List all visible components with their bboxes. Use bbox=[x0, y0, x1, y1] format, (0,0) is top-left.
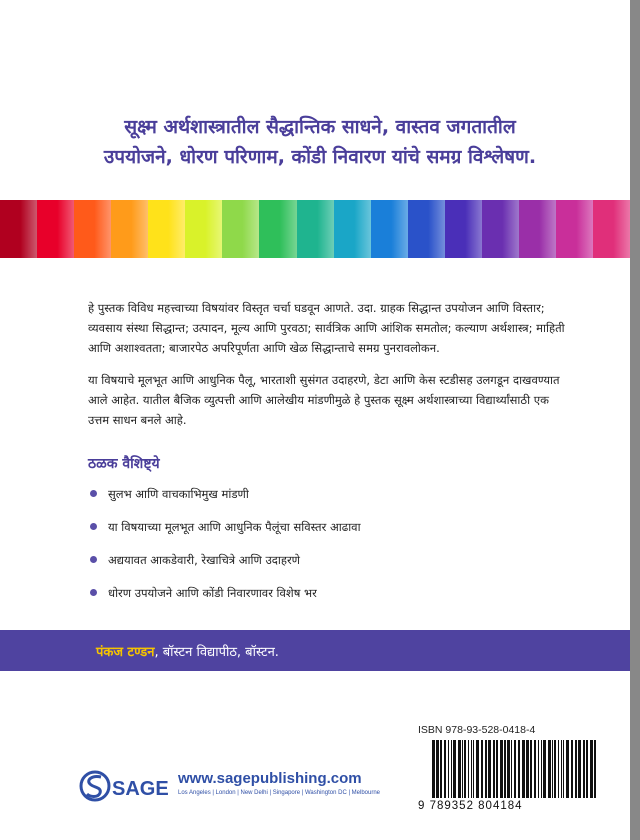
barcode-bar bbox=[558, 740, 559, 798]
barcode-bar bbox=[462, 740, 463, 798]
barcode-bar bbox=[496, 740, 498, 798]
rainbow-block bbox=[371, 200, 408, 258]
rainbow-band bbox=[0, 200, 630, 258]
barcode-bar bbox=[566, 740, 569, 798]
feature-item bbox=[88, 585, 568, 618]
barcode-bar bbox=[538, 740, 539, 798]
barcode-bar bbox=[481, 740, 483, 798]
barcode-bar bbox=[500, 740, 503, 798]
barcode-bar bbox=[451, 740, 452, 798]
rainbow-block bbox=[297, 200, 334, 258]
barcode-bar bbox=[541, 740, 542, 798]
sage-logo-text: SAGE bbox=[112, 778, 169, 800]
sage-logo-icon bbox=[78, 768, 174, 808]
publisher-cities: Los Angeles | London | New Delhi | Singapore | Washington DC | Melbourne bbox=[178, 790, 381, 796]
barcode-icon bbox=[430, 740, 598, 798]
barcode-bar bbox=[464, 740, 466, 798]
features-heading: ठळक वैशिष्ट्ये bbox=[88, 456, 160, 472]
barcode-bar bbox=[473, 740, 474, 798]
barcode-bar bbox=[590, 740, 593, 798]
barcode-bar bbox=[471, 740, 472, 798]
headline-line-2: उपयोजने, धोरण परिणाम, कोंडी निवारण यांचे समग्र विश्लेषण. bbox=[103, 146, 537, 168]
headline-line-1: सूक्ष्म अर्थशास्त्रातील सैद्धान्तिक साधने, वास्तव जगतातील bbox=[124, 116, 516, 138]
barcode-bar bbox=[444, 740, 446, 798]
bullet-icon bbox=[90, 523, 97, 530]
barcode-number: 9 789352 804184 bbox=[418, 800, 523, 812]
barcode-bar bbox=[511, 740, 512, 798]
barcode-bar bbox=[578, 740, 581, 798]
barcode-bar bbox=[548, 740, 551, 798]
barcode-bar bbox=[432, 740, 435, 798]
rainbow-block bbox=[74, 200, 111, 258]
barcode-bar bbox=[436, 740, 439, 798]
rainbow-block bbox=[556, 200, 593, 258]
publisher-url[interactable]: www.sagepublishing.com bbox=[178, 770, 362, 787]
feature-item bbox=[88, 552, 568, 585]
features-list bbox=[88, 486, 568, 618]
barcode-bar bbox=[586, 740, 588, 798]
barcode-bar bbox=[476, 740, 479, 798]
barcode-bar bbox=[518, 740, 520, 798]
barcode-bar bbox=[571, 740, 573, 798]
barcode-bar bbox=[468, 740, 469, 798]
rainbow-block bbox=[0, 200, 37, 258]
rainbow-block bbox=[37, 200, 74, 258]
barcode-bar bbox=[507, 740, 510, 798]
barcode-bar bbox=[530, 740, 532, 798]
barcode-bar bbox=[458, 740, 461, 798]
barcode-bar bbox=[493, 740, 495, 798]
barcode-bar bbox=[453, 740, 456, 798]
barcode-bar bbox=[563, 740, 564, 798]
author-line bbox=[96, 642, 279, 660]
rainbow-block bbox=[445, 200, 482, 258]
rainbow-block bbox=[222, 200, 259, 258]
rainbow-block bbox=[482, 200, 519, 258]
barcode-bar bbox=[448, 740, 449, 798]
feature-item bbox=[88, 486, 568, 519]
feature-text: अद्ययावत आकडेवारी, रेखाचित्रे आणि उदाहरणे bbox=[108, 553, 300, 567]
description-paragraph-1: हे पुस्तक विविध महत्त्वाच्या विषयांवर विस्तृत चर्चा घडवून आणते. उदा. ग्राहक सिद्धान्त उपयोजन आणि विस्तार; व्यवसाय संस्था सिद्धान्त; उत्पादन, मूल्य आणि पुरवठा; सार्वत्रिक आणि आंशिक समतोल; कल्याण अर्थशास्त्र; माहिती आणि अशाश्वतता; बाजारपेठ अपरिपूर्णता आणि खेळ सिद्धान्ताचे समग्र पुनरावलोकन. bbox=[88, 301, 565, 355]
barcode-bar bbox=[504, 740, 506, 798]
rainbow-block bbox=[519, 200, 556, 258]
bullet-icon bbox=[90, 490, 97, 497]
feature-text: धोरण उपयोजने आणि कोंडी निवारणावर विशेष भर bbox=[108, 586, 317, 600]
rainbow-block bbox=[259, 200, 296, 258]
rainbow-block bbox=[593, 200, 630, 258]
barcode-bar bbox=[583, 740, 585, 798]
rainbow-block bbox=[334, 200, 371, 258]
barcode-bar bbox=[543, 740, 546, 798]
barcode-bar bbox=[552, 740, 553, 798]
barcode-bar bbox=[554, 740, 556, 798]
barcode-bar bbox=[534, 740, 536, 798]
author-bar bbox=[0, 630, 630, 671]
rainbow-block bbox=[185, 200, 222, 258]
barcode-bar bbox=[526, 740, 529, 798]
feature-item bbox=[88, 519, 568, 552]
barcode-bar bbox=[440, 740, 442, 798]
author-name: पंकज टण्डन bbox=[96, 645, 155, 660]
barcode-bar bbox=[522, 740, 525, 798]
rainbow-block bbox=[408, 200, 445, 258]
barcode-bar bbox=[514, 740, 516, 798]
barcode-bar bbox=[485, 740, 487, 798]
barcode-bar bbox=[594, 740, 596, 798]
bullet-icon bbox=[90, 556, 97, 563]
bullet-icon bbox=[90, 589, 97, 596]
description-paragraph-2: या विषयाचे मूलभूत आणि आधुनिक पैलू, भारताशी सुसंगत उदाहरणे, डेटा आणि केस स्टडीसह उलगडून दाखवण्यात आले आहेत. यातील बैजिक व्युत्पत्ती आणि आलेखीय मांडणीमुळे हे पुस्तक सूक्ष्म अर्थशास्त्राच्या विद्यार्थ्यांसाठी एक उत्तम साधन बनले आहे. bbox=[88, 373, 560, 427]
feature-text: या विषयाच्या मूलभूत आणि आधुनिक पैलूंचा सविस्तर आढावा bbox=[108, 520, 361, 534]
author-affiliation: , बॉस्टन विद्यापीठ, बॉस्टन. bbox=[154, 645, 279, 660]
rainbow-block bbox=[148, 200, 185, 258]
barcode-bar bbox=[561, 740, 562, 798]
cover-headline bbox=[40, 112, 600, 172]
barcode-bar bbox=[488, 740, 491, 798]
isbn-label: ISBN 978-93-528-0418-4 bbox=[418, 724, 536, 736]
rainbow-block bbox=[111, 200, 148, 258]
barcode-bar bbox=[575, 740, 577, 798]
feature-text: सुलभ आणि वाचकाभिमुख मांडणी bbox=[108, 487, 249, 501]
